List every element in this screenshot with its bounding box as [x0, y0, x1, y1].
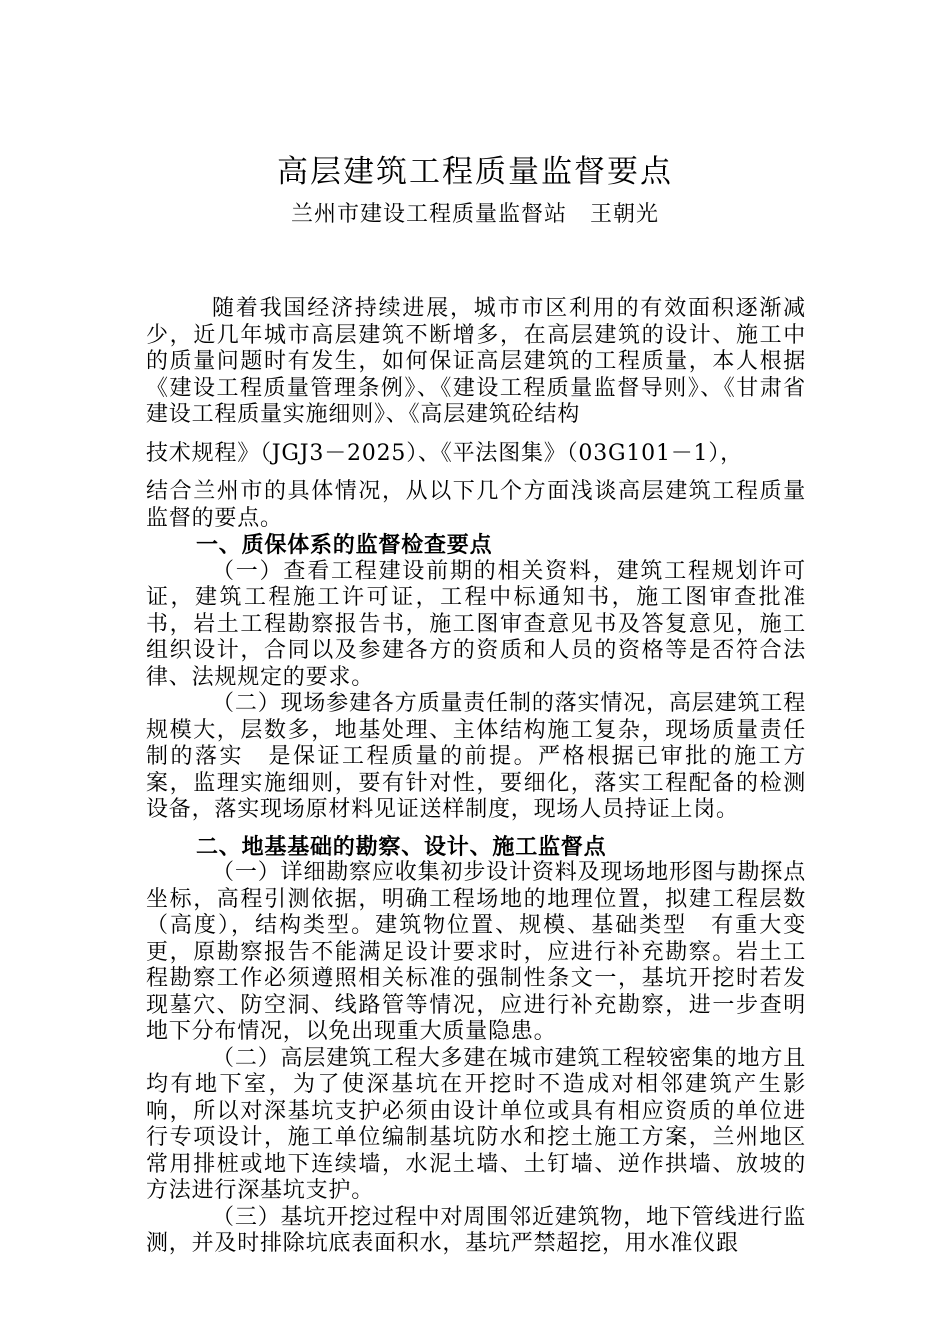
section-heading-2: 二、地基基础的勘察、设计、施工监督点: [196, 833, 607, 860]
section2-item-3: （三）基坑开挖过程中对周围邻近建筑物，地下管线进行监测，并及时排除坑底表面积水，基坑严禁超挖，用水准仪跟: [146, 1204, 806, 1256]
section1-item-1: （一）查看工程建设前期的相关资料，建筑工程规划许可证，建筑工程施工许可证，工程中标通知书，施工图审查批准书，岩土工程勘察报告书，施工图审查意见书及答复意见，施工组织设计，合同以及参建各方的资质和人员的资格等是否符合法律、法规规定的要求。: [146, 558, 806, 690]
document-title: 高层建筑工程质量监督要点: [277, 154, 673, 190]
section2-item-1: （一）详细勘察应收集初步设计资料及现场地形图与勘探点坐标，高程引测依据，明确工程场地的地理位置，拟建工程层数（高度），结构类型。建筑物位置、规模、基础类型 有重大变更，原勘察报告不能满足设计要求时，应进行补充勘察。岩土工程勘察工作必须遵照相关标准的强制性条文一，基坑开挖时若发现墓穴、防空洞、线路管等情况，应进行补充勘察，进一步查明地下分布情况，以免出现重大质量隐患。: [146, 860, 806, 1044]
intro-paragraph-3: 结合兰州市的具体情况，从以下几个方面浅谈高层建筑工程质量监督的要点。: [146, 479, 806, 531]
intro-paragraph-1: 随着我国经济持续进展，城市市区利用的有效面积逐渐减少，近几年城市高层建筑不断增多，在高层建筑的设计、施工中的质量问题时有发生，如何保证高层建筑的工程质量，本人根据《建设工程质量管理条例》、《建设工程质量监督导则》、《甘肃省建设工程质量实施细则》、《高层建筑砼结构: [146, 296, 806, 427]
section1-item-2: （二）现场参建各方质量责任制的落实情况，高层建筑工程规模大，层数多，地基处理、主体结构施工复杂，现场质量责任制的落实 是保证工程质量的前提。严格根据已审批的施工方案，监理实施细则，要有针对性，要细化，落实工程配备的检测设备，落实现场原材料见证送样制度，现场人员持证上岗。: [146, 691, 806, 822]
document-body: [146, 296, 806, 1258]
intro-paragraph-2: 技术规程》（JGJ3－2025）、《平法图集》（03G101－1），: [146, 440, 743, 466]
section-heading-1: 一、质保体系的监督检查要点: [196, 532, 493, 558]
section2-item-2: （二）高层建筑工程大多建在城市建筑工程较密集的地方且均有地下室，为了使深基坑在开挖时不造成对相邻建筑产生影响，所以对深基坑支护必须由设计单位或具有相应资质的单位进行专项设计，施工单位编制基坑防水和挖土施工方案，兰州地区常用排桩或地下连续墙，水泥土墙、土钉墙、逆作拱墙、放坡的方法进行深基坑支护。: [146, 1045, 806, 1203]
document-author: 兰州市建设工程质量监督站 王朝光: [290, 202, 659, 227]
